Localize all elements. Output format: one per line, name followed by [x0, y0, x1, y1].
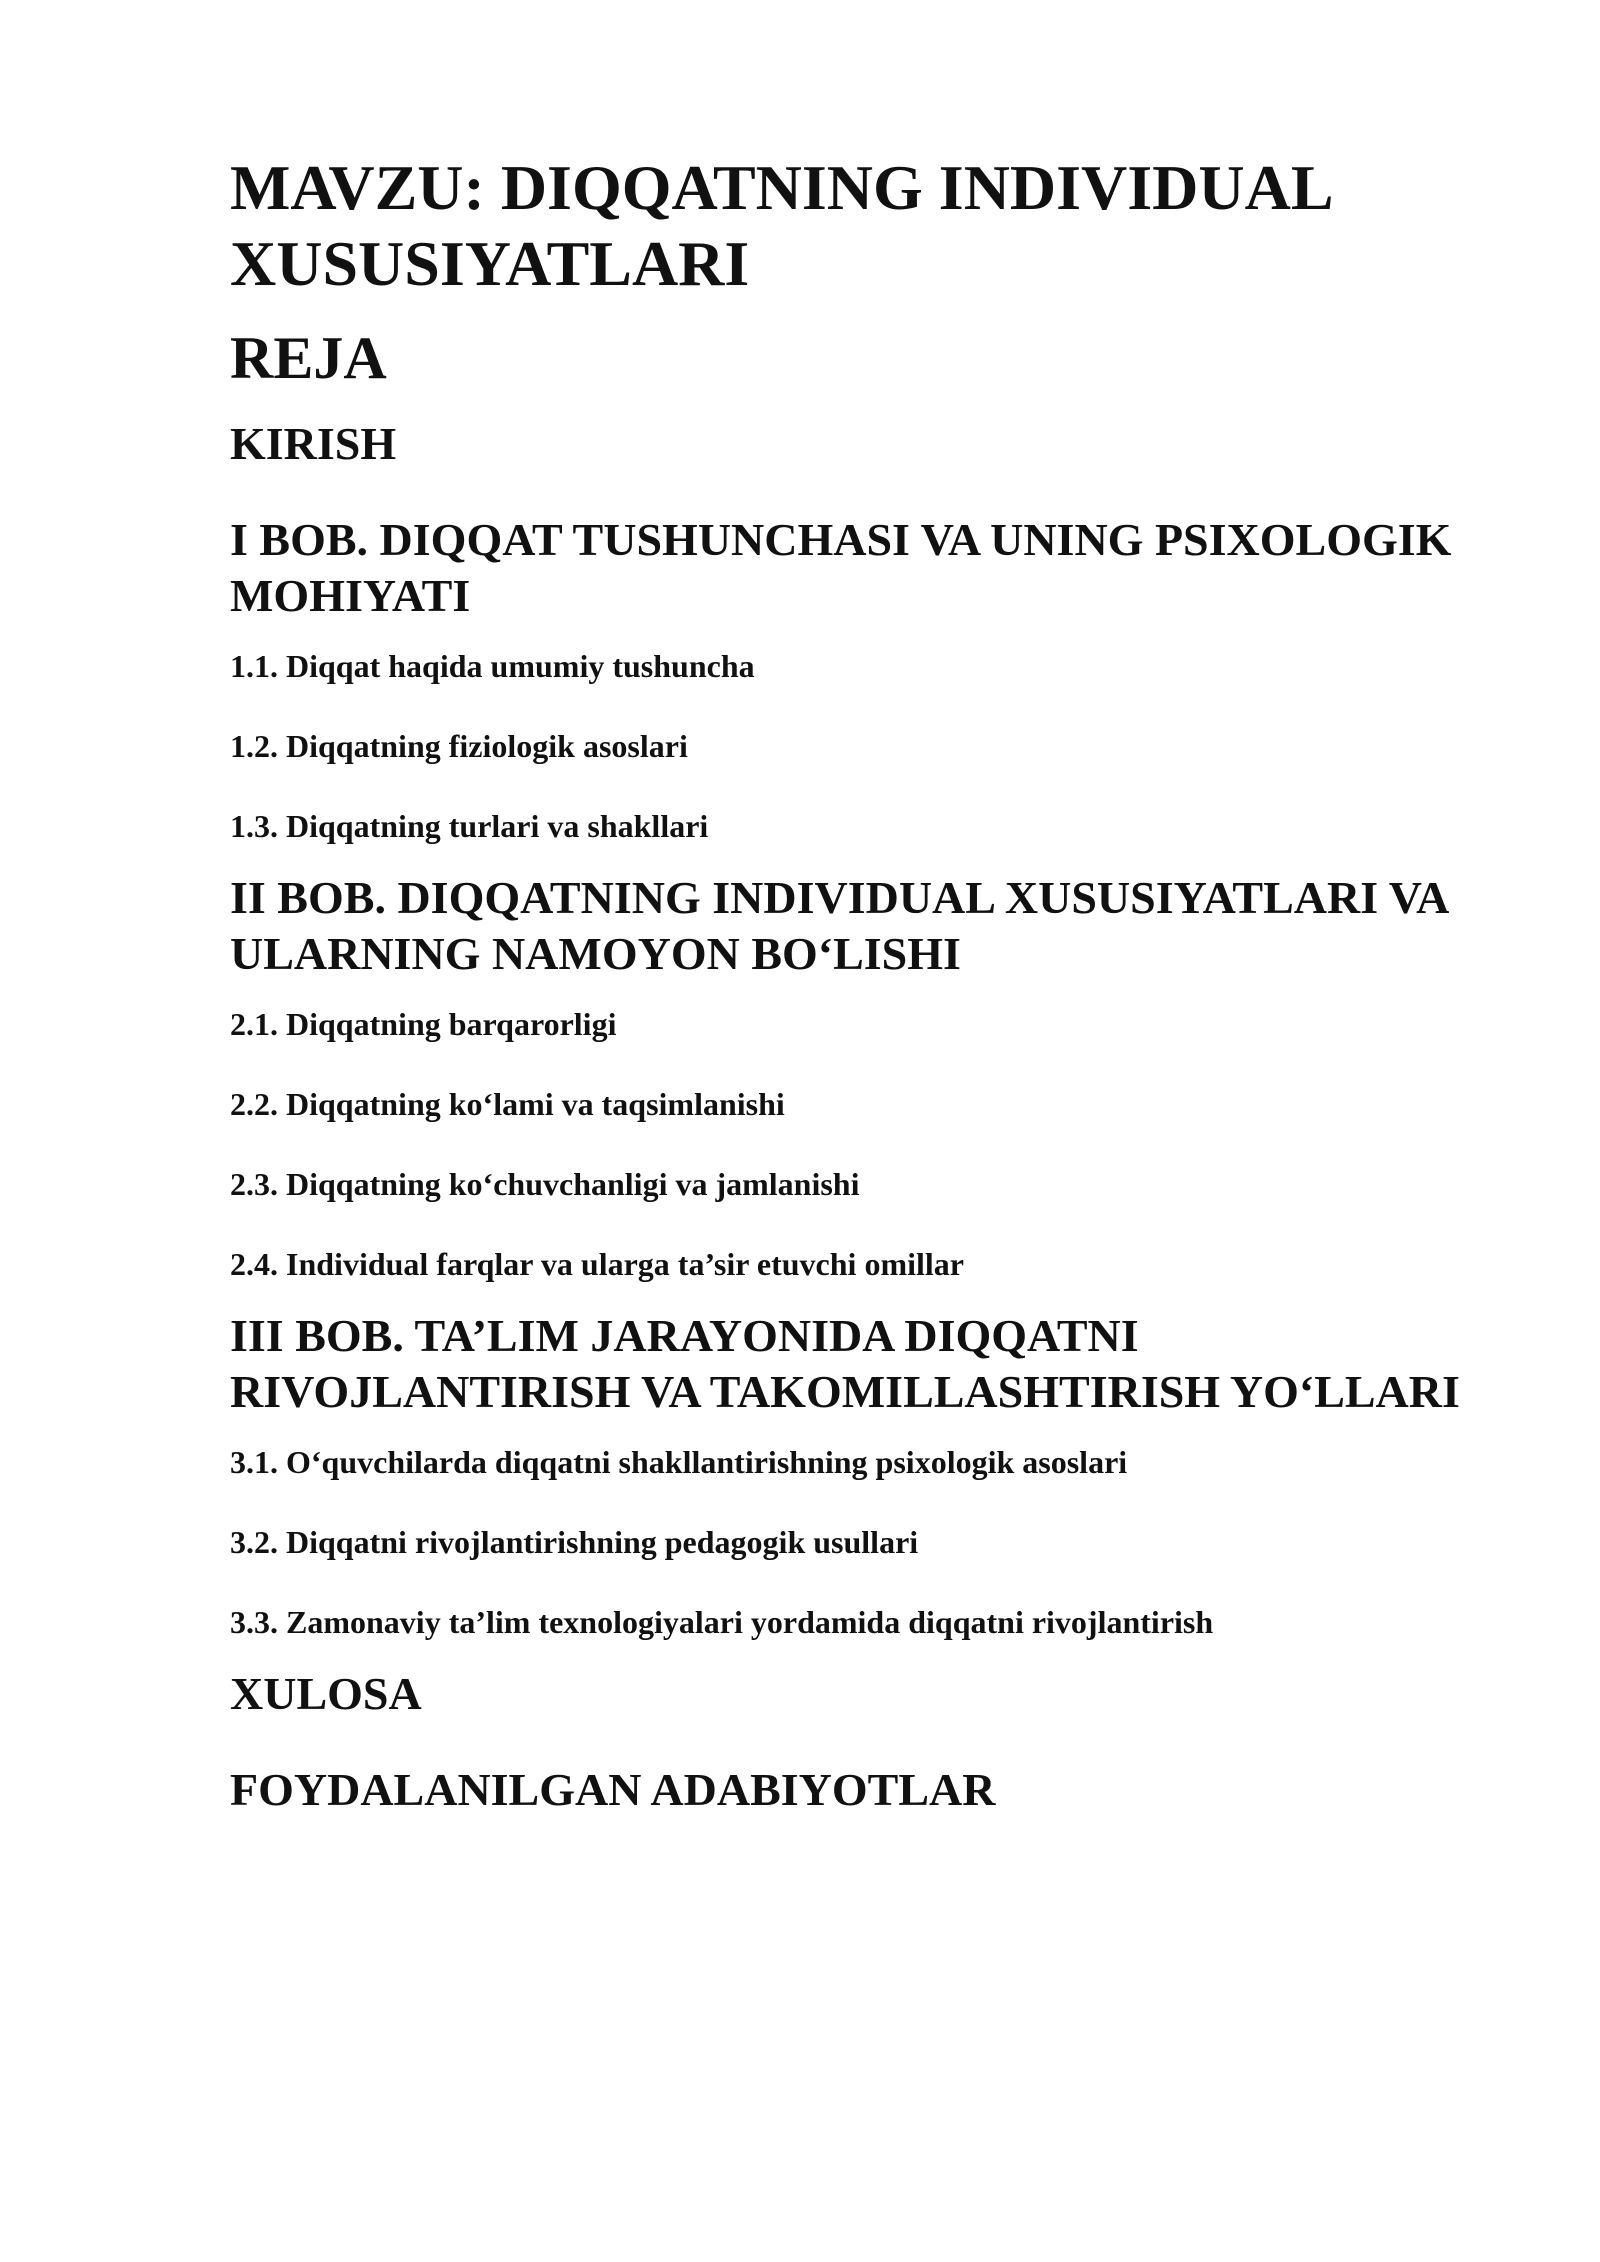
section-2-4: 2.4. Individual farqlar va ularga ta’sir etuvchi omillar: [230, 1246, 964, 1282]
document-page: [230, 150, 1490, 1858]
chapter-1-heading: I BOB. DIQQAT TUSHUNCHASI VA UNING PSIXOLOGIK MOHIYATI: [230, 514, 1452, 621]
document-title: MAVZU: DIQQATNING INDIVIDUAL XUSUSIYATLARI: [230, 152, 1330, 299]
intro-heading: KIRISH: [230, 418, 397, 469]
section-3-2: 3.2. Diqqatni rivojlantirishning pedagogik usullari: [230, 1524, 919, 1560]
section-3-3: 3.3. Zamonaviy ta’lim texnologiyalari yordamida diqqatni rivojlantirish: [230, 1604, 1214, 1640]
chapter-2: [230, 870, 1490, 1284]
chapter-3: [230, 1308, 1490, 1642]
plan-heading: REJA: [230, 325, 387, 391]
section-3-1: 3.1. O‘quvchilarda diqqatni shakllantirishning psixologik asoslari: [230, 1444, 1128, 1480]
section-1-2: 1.2. Diqqatning fiziologik asoslari: [230, 728, 688, 764]
section-1-3: 1.3. Diqqatning turlari va shakllari: [230, 808, 709, 844]
conclusion-heading: XULOSA: [230, 1668, 422, 1719]
chapter-1: [230, 512, 1490, 846]
chapter-2-heading: II BOB. DIQQATNING INDIVIDUAL XUSUSIYATLARI VA ULARNING NAMOYON BO‘LISHI: [230, 872, 1447, 979]
section-2-1: 2.1. Diqqatning barqarorligi: [230, 1006, 617, 1042]
section-2-3: 2.3. Diqqatning ko‘chuvchanligi va jamlanishi: [230, 1166, 860, 1202]
section-1-1: 1.1. Diqqat haqida umumiy tushuncha: [230, 648, 755, 684]
references-heading: FOYDALANILGAN ADABIYOTLAR: [230, 1764, 996, 1815]
chapter-3-heading: III BOB. TA’LIM JARAYONIDA DIQQATNI RIVOJLANTIRISH VA TAKOMILLASHTIRISH YO‘LLARI: [230, 1310, 1460, 1417]
section-2-2: 2.2. Diqqatning ko‘lami va taqsimlanishi: [230, 1086, 785, 1122]
